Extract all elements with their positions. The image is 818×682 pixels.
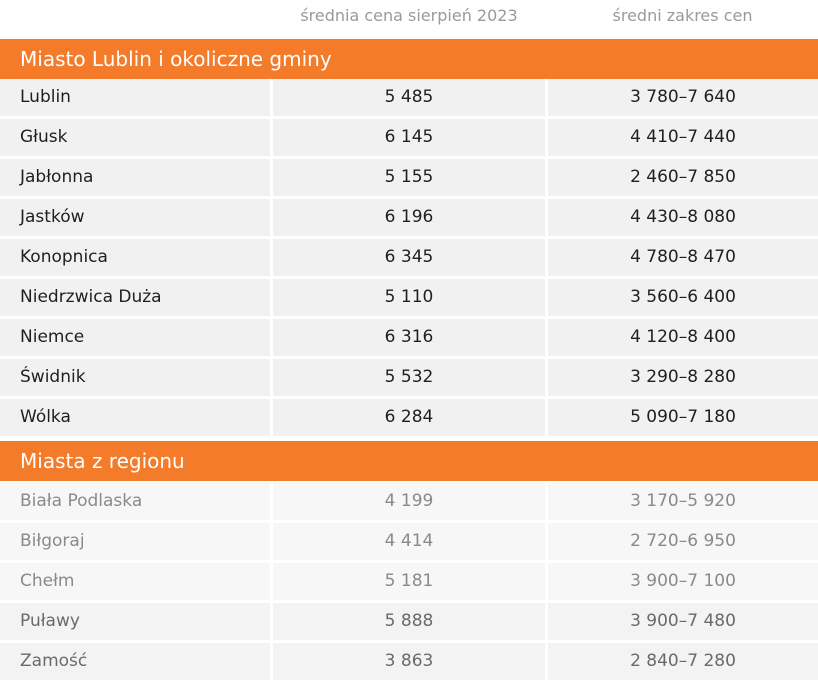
row-avg-price: 5 888 [273, 603, 545, 640]
table-row [0, 399, 818, 436]
row-avg-price: 6 145 [273, 119, 545, 156]
row-avg-price: 5 485 [273, 79, 545, 116]
table-row [0, 279, 818, 316]
section-header-lublin: Miasto Lublin i okoliczne gminy [0, 39, 818, 79]
row-price-range: 3 900–7 100 [548, 563, 818, 600]
column-headers [0, 0, 818, 36]
row-price-range: 3 290–8 280 [548, 359, 818, 396]
row-avg-price: 6 316 [273, 319, 545, 356]
row-avg-price: 6 345 [273, 239, 545, 276]
table-row [0, 359, 818, 396]
section-rows-lublin [0, 79, 818, 439]
row-avg-price: 6 284 [273, 399, 545, 436]
row-name: Jastków [0, 199, 270, 236]
row-avg-price: 3 863 [273, 643, 545, 680]
column-header-avg-price: średnia cena sierpień 2023 [300, 6, 518, 25]
row-avg-price: 4 199 [273, 483, 545, 520]
row-price-range: 4 430–8 080 [548, 199, 818, 236]
row-price-range: 4 780–8 470 [548, 239, 818, 276]
table-row [0, 79, 818, 116]
row-avg-price: 5 181 [273, 563, 545, 600]
table-row [0, 603, 818, 640]
row-name: Chełm [0, 563, 270, 600]
table-row [0, 483, 818, 520]
row-price-range: 3 560–6 400 [548, 279, 818, 316]
row-avg-price: 5 110 [273, 279, 545, 316]
table-row [0, 239, 818, 276]
row-name: Puławy [0, 603, 270, 640]
row-name: Wólka [0, 399, 270, 436]
row-price-range: 4 120–8 400 [548, 319, 818, 356]
table-row [0, 523, 818, 560]
row-price-range: 2 460–7 850 [548, 159, 818, 196]
row-price-range: 4 410–7 440 [548, 119, 818, 156]
column-header-price-range: średni zakres cen [612, 6, 753, 25]
table-row [0, 643, 818, 680]
row-name: Świdnik [0, 359, 270, 396]
row-price-range: 3 900–7 480 [548, 603, 818, 640]
row-avg-price: 5 532 [273, 359, 545, 396]
row-price-range: 2 720–6 950 [548, 523, 818, 560]
row-name: Konopnica [0, 239, 270, 276]
row-name: Niedrzwica Duża [0, 279, 270, 316]
row-avg-price: 6 196 [273, 199, 545, 236]
table-row [0, 199, 818, 236]
row-price-range: 3 170–5 920 [548, 483, 818, 520]
table-row [0, 119, 818, 156]
row-price-range: 3 780–7 640 [548, 79, 818, 116]
row-name: Biłgoraj [0, 523, 270, 560]
row-name: Lublin [0, 79, 270, 116]
row-name: Biała Podlaska [0, 483, 270, 520]
row-name: Niemce [0, 319, 270, 356]
table-row [0, 159, 818, 196]
row-name: Zamość [0, 643, 270, 680]
row-name: Jabłonna [0, 159, 270, 196]
row-avg-price: 4 414 [273, 523, 545, 560]
table-row [0, 319, 818, 356]
row-name: Głusk [0, 119, 270, 156]
section-header-region: Miasta z regionu [0, 441, 818, 481]
table-row [0, 563, 818, 600]
section-rows-region [0, 483, 818, 682]
row-avg-price: 5 155 [273, 159, 545, 196]
row-price-range: 5 090–7 180 [548, 399, 818, 436]
row-price-range: 2 840–7 280 [548, 643, 818, 680]
